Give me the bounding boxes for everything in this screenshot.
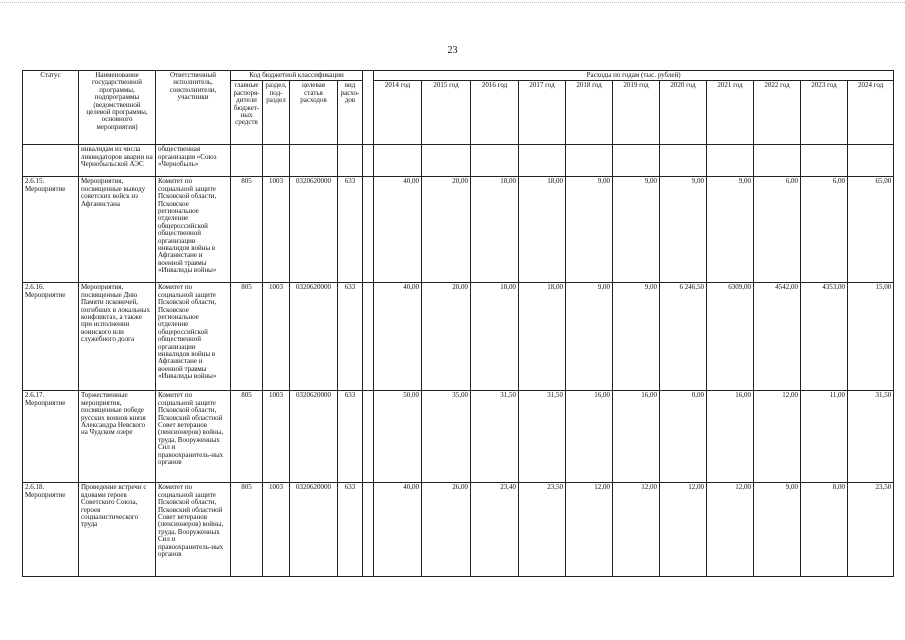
row-responsible: Комитет по социальной защите Псковской области, Псковский областной Совет ветеранов (пенсионеров) войны, труда, Вооруженных Сил и правоохранитель-ных органов: [156, 391, 231, 483]
table-row: [23, 283, 894, 391]
header-type: вид расхо-дов: [338, 81, 363, 145]
header-year: 2023 год: [801, 81, 848, 145]
row-spacer: [363, 283, 374, 391]
row-year-value: [374, 145, 422, 177]
row-year-value: [848, 145, 894, 177]
row-year-value: 12,00: [613, 483, 660, 577]
row-status: 2.6.18. Мероприятие: [23, 483, 79, 577]
row-name: Торжественные мероприятия, посвященные победе русских воинов князя Александра Невского на Чудском озере: [79, 391, 156, 483]
row-year-value: 20,00: [422, 177, 471, 283]
row-name: инвалидам из числа ликвидаторов аварии на Чернобыльской АЭС: [79, 145, 156, 177]
header-year: 2018 год: [566, 81, 613, 145]
row-responsible: общественная организация «Союз «Чернобыль»: [156, 145, 231, 177]
row-year-value: [422, 145, 471, 177]
row-spacer: [363, 483, 374, 577]
row-type: 633: [338, 283, 363, 391]
row-name: Мероприятия, посвященные выводу советских войск из Афганистана: [79, 177, 156, 283]
header-expenses: Расходы по годам (тыс. рублей): [374, 71, 894, 81]
row-type: [338, 145, 363, 177]
row-year-value: 12,00: [660, 483, 707, 577]
row-responsible: Комитет по социальной защите Псковской области, Псковское региональное отделение общероссийской общественной организации инвалидов войны в Афганистане и военной травмы «Инвалиды войны»: [156, 283, 231, 391]
row-year-value: 6,00: [754, 177, 801, 283]
row-year-value: 6,00: [801, 177, 848, 283]
row-year-value: 9,00: [566, 177, 613, 283]
row-year-value: [566, 145, 613, 177]
row-year-value: 11,00: [801, 391, 848, 483]
row-year-value: 12,00: [707, 483, 754, 577]
row-year-value: 12,00: [566, 483, 613, 577]
row-year-value: 18,00: [471, 283, 519, 391]
row-year-value: 9,00: [707, 177, 754, 283]
row-spacer: [363, 145, 374, 177]
row-year-value: 18,00: [519, 283, 566, 391]
header-year: 2019 год: [613, 81, 660, 145]
row-section: 1003: [263, 177, 290, 283]
row-year-value: 9,00: [613, 177, 660, 283]
row-grbs: [231, 145, 263, 177]
table-row: [23, 145, 894, 177]
row-name: Мероприятия, посвященные Дню Памяти псковичей, погибших в локальных конфликтах, а также при исполнении воинского или служебного долга: [79, 283, 156, 391]
row-year-value: 16,00: [707, 391, 754, 483]
row-target: 0320620000: [290, 391, 338, 483]
table-row: [23, 483, 894, 577]
page-number: 23: [447, 45, 458, 56]
row-year-value: [471, 145, 519, 177]
header-target: целевая статья расходов: [290, 81, 338, 145]
header-spacer: [363, 71, 374, 145]
row-section: 1003: [263, 391, 290, 483]
row-grbs: 805: [231, 283, 263, 391]
header-year: 2021 год: [707, 81, 754, 145]
row-year-value: 16,00: [613, 391, 660, 483]
row-grbs: 805: [231, 177, 263, 283]
row-status: 2.6.15. Мероприятие: [23, 177, 79, 283]
table-row: [23, 391, 894, 483]
header-year: 2020 год: [660, 81, 707, 145]
row-grbs: 805: [231, 391, 263, 483]
row-year-value: 0,00: [660, 391, 707, 483]
row-target: [290, 145, 338, 177]
row-year-value: 50,00: [374, 391, 422, 483]
row-year-value: 4542,00: [754, 283, 801, 391]
row-year-value: 6309,00: [707, 283, 754, 391]
row-year-value: [754, 145, 801, 177]
header-budget-code: Код бюджетной классификации: [231, 71, 363, 81]
row-status: 2.6.16. Мероприятие: [23, 283, 79, 391]
row-type: 633: [338, 177, 363, 283]
row-year-value: [660, 145, 707, 177]
row-status: 2.6.17. Мероприятие: [23, 391, 79, 483]
header-year: 2014 год: [374, 81, 422, 145]
row-year-value: 23,50: [519, 483, 566, 577]
row-year-value: 4353,00: [801, 283, 848, 391]
row-spacer: [363, 177, 374, 283]
row-year-value: 20,00: [422, 283, 471, 391]
row-year-value: [519, 145, 566, 177]
row-type: 633: [338, 391, 363, 483]
row-year-value: 40,00: [374, 283, 422, 391]
row-year-value: [613, 145, 660, 177]
row-type: 633: [338, 483, 363, 577]
row-year-value: 23,40: [471, 483, 519, 577]
row-year-value: 18,00: [519, 177, 566, 283]
row-year-value: 23,50: [848, 483, 894, 577]
row-year-value: 40,00: [374, 177, 422, 283]
row-section: [263, 145, 290, 177]
header-year: 2017 год: [519, 81, 566, 145]
row-year-value: 31,50: [848, 391, 894, 483]
row-year-value: 15,00: [848, 283, 894, 391]
row-year-value: 31,50: [471, 391, 519, 483]
row-year-value: 16,00: [566, 391, 613, 483]
budget-table: [22, 70, 894, 577]
row-year-value: 40,00: [374, 483, 422, 577]
row-target: 0320620000: [290, 283, 338, 391]
header-year: 2022 год: [754, 81, 801, 145]
header-year: 2015 год: [422, 81, 471, 145]
row-responsible: Комитет по социальной защите Псковской области, Псковское региональное отделение общероссийской общественной организации инвалидов войны в Афганистане и военной травмы «Инвалиды войны»: [156, 177, 231, 283]
row-year-value: [801, 145, 848, 177]
row-year-value: [707, 145, 754, 177]
row-name: Проведение встречи с вдовами героев Советского Союза, героев социалистического труда: [79, 483, 156, 577]
header-section: раздел, под-раздел: [263, 81, 290, 145]
row-year-value: 9,00: [613, 283, 660, 391]
row-target: 0320620000: [290, 177, 338, 283]
row-status: [23, 145, 79, 177]
header-year: 2024 год: [848, 81, 894, 145]
row-grbs: 805: [231, 483, 263, 577]
row-year-value: 6 246,50: [660, 283, 707, 391]
row-year-value: 26,00: [422, 483, 471, 577]
row-year-value: 9,00: [660, 177, 707, 283]
table-row: [23, 177, 894, 283]
row-year-value: 9,00: [566, 283, 613, 391]
row-section: 1003: [263, 283, 290, 391]
row-year-value: 31,50: [519, 391, 566, 483]
row-section: 1003: [263, 483, 290, 577]
header-grbs: главные распоря-дители бюджет-ных средств: [231, 81, 263, 145]
header-name: Наименование государственной программы, подпрограммы (ведомственной целевой программы, основного мероприятия): [79, 71, 156, 145]
header-status: Статус: [23, 71, 79, 145]
header-year: 2016 год: [471, 81, 519, 145]
row-year-value: 8,00: [801, 483, 848, 577]
row-spacer: [363, 391, 374, 483]
scan-edge: [0, 2, 905, 4]
row-year-value: 18,00: [471, 177, 519, 283]
row-year-value: 9,00: [754, 483, 801, 577]
row-responsible: Комитет по социальной защите Псковской области, Псковский областной Совет ветеранов (пенсионеров) войны, труда, Вооруженных Сил и правоохранитель-ных органов: [156, 483, 231, 577]
row-year-value: 12,00: [754, 391, 801, 483]
row-year-value: 65,00: [848, 177, 894, 283]
row-year-value: 35,00: [422, 391, 471, 483]
row-target: 0320620000: [290, 483, 338, 577]
header-responsible: Ответственный исполнитель, соисполнители, участники: [156, 71, 231, 145]
